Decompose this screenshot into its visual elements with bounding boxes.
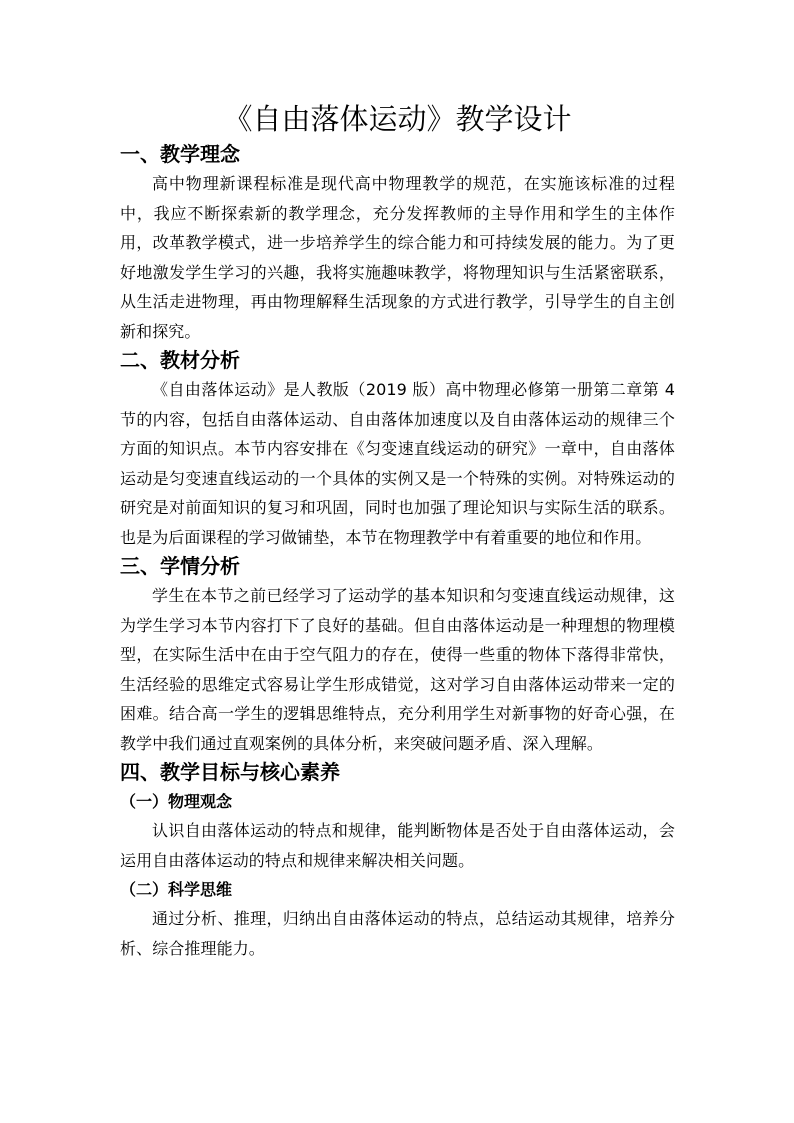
subsection-heading-scientific-thinking: （二）科学思维 bbox=[120, 880, 233, 899]
section-paragraph-student-analysis: 学生在本节之前已经学习了运动学的基本知识和匀变速直线运动规律，这为学生学习本节内容打下了良好的基础。但自由落体运动是一种理想的物理模型，在实际生活中在由于空气阻力的存在，使得一些重的物体下落得非常快，生活经验的思维定式容易让学生形成错觉，这对学习自由落体运动带来一定的困难。结合高一学生的逻辑思维特点，充分利用学生对新事物的好奇心强，在教学中我们通过直观案例的具体分析，来突破问题矛盾、深入理解。 bbox=[120, 586, 675, 753]
section-heading-textbook-analysis: 二、教材分析 bbox=[120, 348, 240, 372]
subsection-heading-physics-concepts: （一）物理观念 bbox=[120, 792, 233, 811]
document-body bbox=[120, 98, 675, 963]
section-heading-teaching-objectives: 四、教学目标与核心素养 bbox=[120, 760, 340, 784]
subsection-paragraph-scientific-thinking: 通过分析、推理，归纳出自由落体运动的特点，总结运动其规律，培养分析、综合推理能力。 bbox=[120, 909, 675, 958]
section-heading-student-analysis: 三、学情分析 bbox=[120, 554, 240, 578]
section-paragraph-teaching-philosophy: 高中物理新课程标准是现代高中物理教学的规范，在实施该标准的过程中，我应不断探索新的教学理念，充分发挥教师的主导作用和学生的主体作用，改革教学模式，进一步培养学生的综合能力和可持续发展的能力。为了更好地激发学生学习的兴趣，我将实施趣味教学，将物理知识与生活紧密联系，从生活走进物理，再由物理解释生活现象的方式进行教学，引导学生的自主创新和探究。 bbox=[120, 174, 675, 341]
section-paragraph-textbook-analysis: 《自由落体运动》是人教版（2019 版）高中物理必修第一册第二章第 4 节的内容，包括自由落体运动、自由落体加速度以及自由落体运动的规律三个方面的知识点。本节内容安排在《匀变速直线运动的研究》一章中，自由落体运动是匀变速直线运动的一个具体的实例又是一个特殊的实例。对特殊运动的研究是对前面知识的复习和巩固，同时也加强了理论知识与实际生活的联系。也是为后面课程的学习做铺垫，本节在物理教学中有着重要的地位和作用。 bbox=[120, 380, 675, 547]
document-title: 《自由落体运动》教学设计 bbox=[223, 102, 572, 136]
subsection-paragraph-physics-concepts: 认识自由落体运动的特点和规律，能判断物体是否处于自由落体运动，会运用自由落体运动的特点和规律来解决相关问题。 bbox=[120, 821, 675, 870]
section-heading-teaching-philosophy: 一、教学理念 bbox=[120, 142, 240, 166]
